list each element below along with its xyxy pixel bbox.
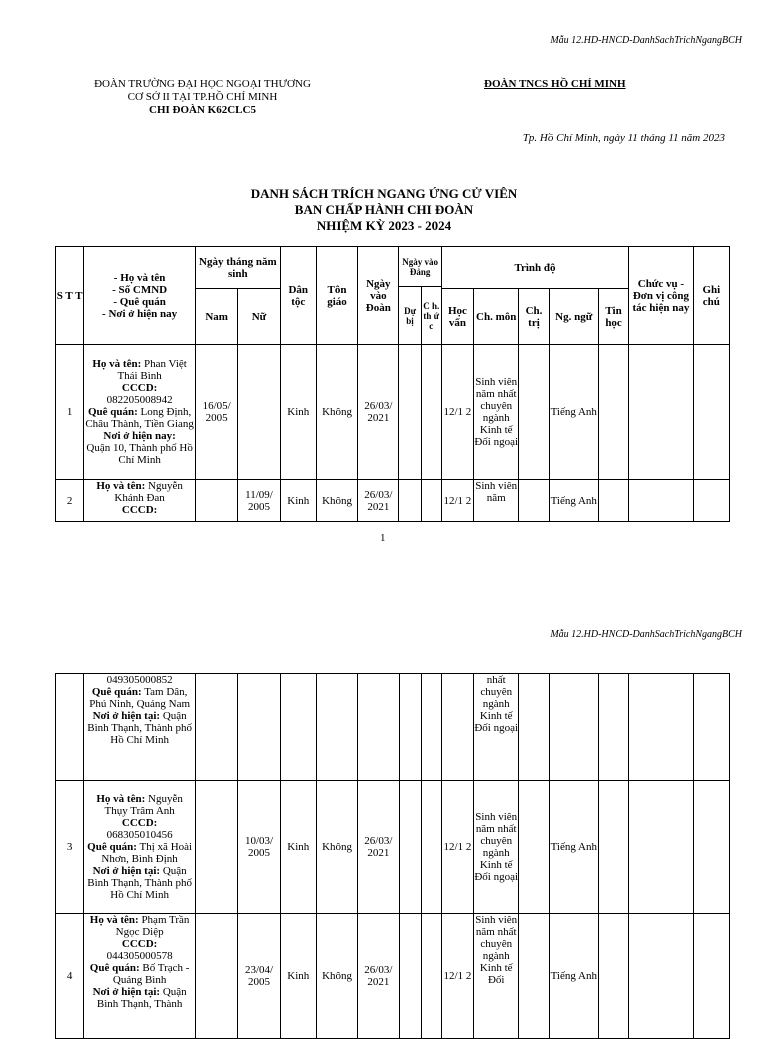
org-header-right: ĐOÀN TNCS HỒ CHÍ MINH xyxy=(484,78,626,90)
religion-cell: Không xyxy=(316,345,357,480)
date-line: Tp. Hồ Chí Minh, ngày 11 tháng 11 năm 2023 xyxy=(522,132,725,144)
col-politics: Ch. trị xyxy=(519,289,549,345)
language-cell: Tiếng Anh xyxy=(549,480,598,522)
general-edu-cell: 12/1 2 xyxy=(441,480,473,522)
col-it: Tin học xyxy=(598,289,628,345)
ethnicity-cell: Kinh xyxy=(280,480,316,522)
person-info-cell: Họ và tên: Phan Việt Thái Bình CCCD: 082205008942 Quê quán: Long Định, Châu Thành, Tiền Giang Nơi ở hiện nay: Quận 10, Thành phố Hồ Chí Minh xyxy=(84,345,196,480)
female-birth-cell xyxy=(238,345,280,480)
stt-cell: 4 xyxy=(56,914,84,1039)
org-header-left xyxy=(70,78,335,117)
male-birth-cell xyxy=(196,781,238,914)
table-row xyxy=(56,674,730,781)
org-name-line2: CƠ SỞ II TẠI TP.HỒ CHÍ MINH xyxy=(127,91,278,103)
table-row xyxy=(56,914,730,1039)
table-row xyxy=(56,781,730,914)
form-code: Mẫu 12.HD-HNCD-DanhSachTrichNgangBCH xyxy=(550,35,742,46)
union-date-cell: 26/03/ 2021 xyxy=(358,480,399,522)
general-edu-cell: 12/1 2 xyxy=(441,914,473,1039)
col-female: Nữ xyxy=(238,289,280,345)
union-date-cell: 26/03/ 2021 xyxy=(358,781,399,914)
col-religion: Tôn giáo xyxy=(316,247,357,345)
page-number: 1 xyxy=(380,532,386,544)
form-code-page2: Mẫu 12.HD-HNCD-DanhSachTrichNgangBCH xyxy=(550,629,742,640)
ethnicity-cell: Kinh xyxy=(280,345,316,480)
title-line2: BAN CHẤP HÀNH CHI ĐOÀN xyxy=(294,202,474,217)
table-row xyxy=(56,345,730,480)
col-male: Nam xyxy=(196,289,238,345)
general-edu-cell: 12/1 2 xyxy=(441,781,473,914)
col-party-date: Ngày vào Đảng xyxy=(399,247,441,287)
col-general-edu: Học vấn xyxy=(441,289,473,345)
candidate-table-page2 xyxy=(55,673,730,1039)
stt-cell: 3 xyxy=(56,781,84,914)
specialty-cell: nhất chuyên ngành Kinh tế Đối ngoại xyxy=(474,674,519,781)
title-line3: NHIỆM KỲ 2023 - 2024 xyxy=(316,218,452,233)
specialty-cell: Sinh viên năm nhất chuyên ngành Kinh tế Đối ngoại xyxy=(474,781,519,914)
col-ethnicity: Dân tộc xyxy=(280,247,316,345)
table-row xyxy=(56,480,730,522)
female-birth-cell: 11/09/ 2005 xyxy=(238,480,280,522)
male-birth-cell xyxy=(196,480,238,522)
person-info-cell: 049305000852 Quê quán: Tam Dân, Phú Ninh, Quảng Nam Nơi ở hiện tại: Quận Bình Thạnh, Thành phố Hồ Chí Minh xyxy=(84,674,196,781)
col-name-block: - Họ và tên - Số CMND - Quê quán - Nơi ở hiện nay xyxy=(84,247,196,345)
stt-cell: 2 xyxy=(56,480,84,522)
title-line1: DANH SÁCH TRÍCH NGANG ỨNG CỬ VIÊN xyxy=(250,186,518,201)
male-birth-cell xyxy=(196,914,238,1039)
union-date-cell: 26/03/ 2021 xyxy=(358,345,399,480)
ethnicity-cell: Kinh xyxy=(280,914,316,1039)
religion-cell: Không xyxy=(316,781,357,914)
union-date-cell: 26/03/ 2021 xyxy=(358,914,399,1039)
col-probationary: Dự bị xyxy=(399,287,421,345)
language-cell: Tiếng Anh xyxy=(549,914,598,1039)
col-official: C h. th ứ c xyxy=(421,287,441,345)
person-info-cell: Họ và tên: Nguyễn Khánh Đan CCCD: xyxy=(84,480,196,522)
col-specialty: Ch. môn xyxy=(474,289,519,345)
general-edu-cell: 12/1 2 xyxy=(441,345,473,480)
religion-cell: Không xyxy=(316,480,357,522)
ethnicity-cell: Kinh xyxy=(280,781,316,914)
col-youth-union-date: Ngày vào Đoàn xyxy=(358,247,399,345)
document-title xyxy=(0,186,768,234)
religion-cell: Không xyxy=(316,914,357,1039)
person-info-cell: Họ và tên: Phạm Trần Ngọc Diệp CCCD: 044305000578 Quê quán: Bố Trạch - Quảng Bình Nơi ở hiện tại: Quận Bình Thạnh, Thành xyxy=(84,914,196,1039)
stt-cell: 1 xyxy=(56,345,84,480)
language-cell: Tiếng Anh xyxy=(549,781,598,914)
col-birth-date: Ngày tháng năm sinh xyxy=(196,247,281,289)
person-info-cell: Họ và tên: Nguyễn Thụy Trâm Anh CCCD: 068305010456 Quê quán: Thị xã Hoài Nhơn, Bình Định Nơi ở hiện tại: Quận Bình Thạnh, Thành phố Hồ Chí Minh xyxy=(84,781,196,914)
col-stt: S T T xyxy=(56,247,84,345)
language-cell: Tiếng Anh xyxy=(549,345,598,480)
branch-name: CHI ĐOÀN K62CLC5 xyxy=(149,104,256,116)
col-qualifications: Trình độ xyxy=(441,247,628,289)
specialty-cell: Sinh viên năm nhất chuyên ngành Kinh tế Đối xyxy=(474,914,519,1039)
female-birth-cell: 23/04/ 2005 xyxy=(238,914,280,1039)
col-notes: Ghi chú xyxy=(693,247,729,345)
specialty-cell: Sinh viên năm nhất chuyên ngành Kinh tế Đối ngoại xyxy=(474,345,519,480)
candidate-table-page1 xyxy=(55,246,730,522)
org-name-line1: ĐOÀN TRƯỜNG ĐẠI HỌC NGOẠI THƯƠNG xyxy=(94,78,311,90)
col-language: Ng. ngữ xyxy=(549,289,598,345)
male-birth-cell: 16/05/ 2005 xyxy=(196,345,238,480)
col-position: Chức vụ - Đơn vị công tác hiện nay xyxy=(629,247,693,345)
specialty-cell: Sinh viên năm xyxy=(474,480,519,522)
female-birth-cell: 10/03/ 2005 xyxy=(238,781,280,914)
